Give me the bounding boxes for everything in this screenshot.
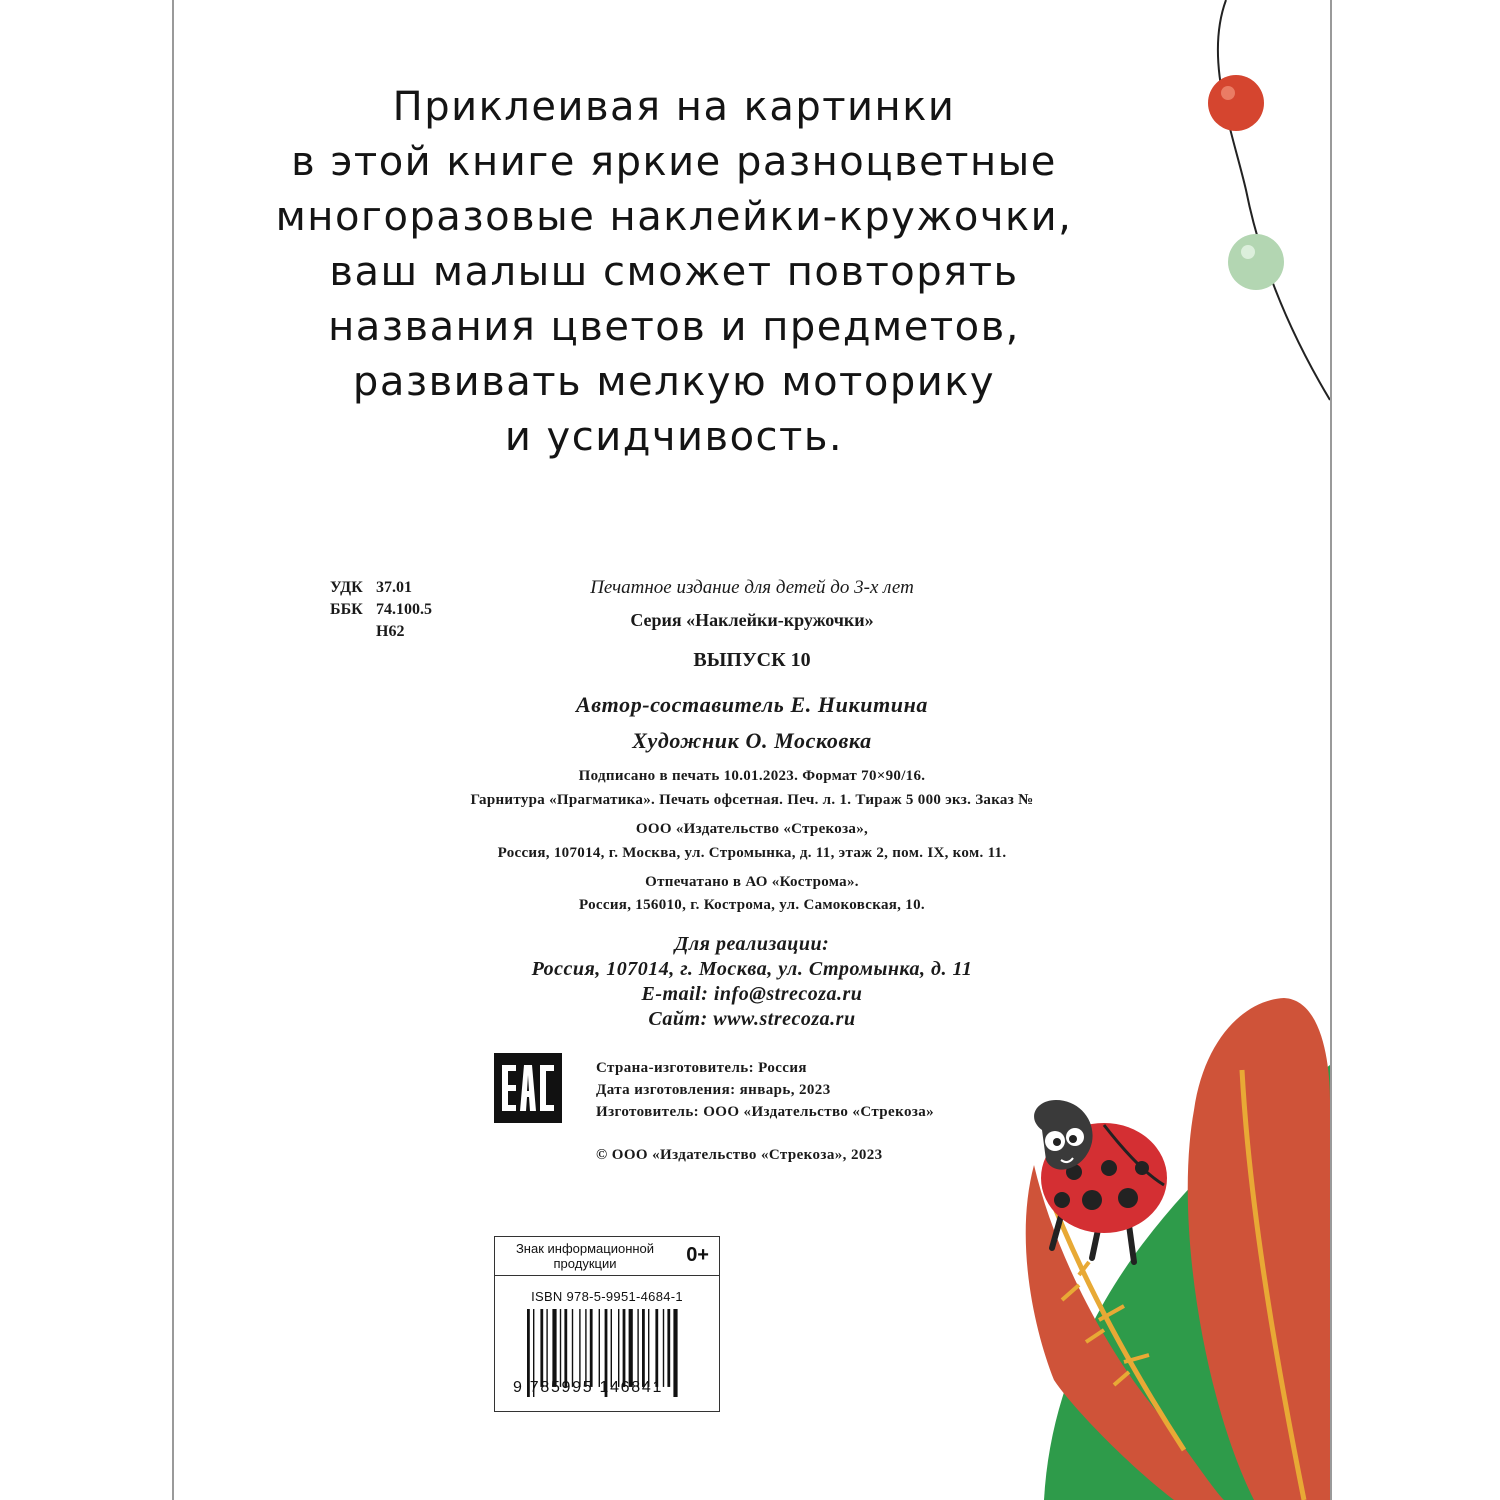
age-rating: 0+ (686, 1244, 709, 1266)
barcode-bar (655, 1309, 658, 1387)
intro-line: и усидчивость. (504, 414, 844, 460)
copyright-line: © ООО «Издательство «Стрекоза», 2023 (596, 1147, 883, 1163)
barcode-bar (637, 1309, 638, 1387)
barcode-bar (663, 1309, 664, 1387)
edition-note: Печатное издание для детей до 3-х лет (590, 577, 914, 598)
intro-line: многоразовые наклейки-кружочки, (275, 194, 1073, 240)
artist-line: Художник О. Московка (632, 728, 872, 753)
manufacturer-line: Страна-изготовитель: Россия (596, 1060, 807, 1076)
intro-text (254, 80, 1094, 465)
barcode-bar (623, 1309, 626, 1387)
barcode-bar (667, 1309, 670, 1387)
intro-line: названия цветов и предметов, (328, 304, 1020, 350)
print-line: Гарнитура «Прагматика». Печать офсетная. Печ. л. 1. Тираж 5 000 экз. Заказ № (470, 792, 1034, 808)
intro-line: ваш малыш сможет повторять (329, 249, 1019, 295)
barcode-bar (590, 1309, 593, 1387)
barcode-bar (648, 1309, 649, 1387)
intro-line: в этой книге яркие разноцветные (291, 139, 1057, 185)
sales-website: Сайт: www.strecoza.ru (648, 1008, 856, 1030)
manufacturer-info (596, 1057, 934, 1123)
bbk-label: ББК (330, 601, 363, 618)
series-title: Серия «Наклейки-кружочки» (630, 610, 874, 630)
ladybug-icon (1034, 1100, 1167, 1262)
barcode-bar (579, 1309, 580, 1387)
barcode-bar (564, 1309, 567, 1387)
barcode-bar (585, 1309, 586, 1387)
author-mark: Н62 (376, 623, 405, 640)
print-line: Россия, 156010, г. Кострома, ул. Самоковская, 10. (579, 897, 925, 913)
info-sign-label: Знак информационной продукции (515, 1241, 655, 1271)
print-line: Подписано в печать 10.01.2023. Формат 70×90/16. (578, 768, 926, 784)
print-line: Россия, 107014, г. Москва, ул. Стромынка, д. 11, этаж 2, пом. IX, ком. 11. (497, 845, 1007, 861)
bbk-value: 74.100.5 (376, 601, 432, 618)
book-back-cover (172, 0, 1332, 1500)
eac-mark-icon (494, 1053, 562, 1123)
barcode-digits: 9 785995 146841 (513, 1379, 664, 1396)
sales-line: Россия, 107014, г. Москва, ул. Стромынка, д. 11 (531, 958, 973, 980)
barcode-bar (552, 1309, 556, 1387)
print-line: Отпечатано в АО «Кострома». (645, 874, 859, 890)
barcode-bar (611, 1309, 612, 1387)
barcode-bar (599, 1309, 600, 1387)
bead-string (1218, 0, 1330, 400)
intro-line: Приклеивая на картинки (392, 84, 956, 130)
udk-label: УДК (330, 579, 363, 596)
author-line: Автор-составитель Е. Никитина (575, 692, 929, 717)
sales-email: E-mail: info@strecoza.ru (641, 983, 863, 1005)
manufacturer-line: Изготовитель: ООО «Издательство «Стрекоза» (596, 1104, 935, 1120)
barcode-bar (618, 1309, 619, 1387)
sales-line: Для реализации: (674, 933, 830, 955)
barcode-bar (546, 1309, 547, 1387)
barcode-bar (642, 1309, 645, 1387)
red-bead-icon (1208, 75, 1264, 131)
barcode-bar (572, 1309, 573, 1387)
barcode-bar (540, 1309, 543, 1387)
barcode-bar (629, 1309, 633, 1387)
udk-value: 37.01 (376, 579, 412, 596)
info-product-sign (495, 1237, 719, 1276)
manufacturer-line: Дата изготовления: январь, 2023 (596, 1082, 831, 1098)
green-bead-icon (1228, 234, 1284, 290)
isbn-number: ISBN 978-5-9951-4684-1 (531, 1289, 683, 1304)
issue-number: ВЫПУСК 10 (693, 649, 811, 671)
intro-line: развивать мелкую моторику (352, 359, 996, 405)
isbn-box (494, 1236, 720, 1412)
barcode-bar (560, 1309, 561, 1387)
print-line: ООО «Издательство «Стрекоза», (635, 821, 869, 837)
